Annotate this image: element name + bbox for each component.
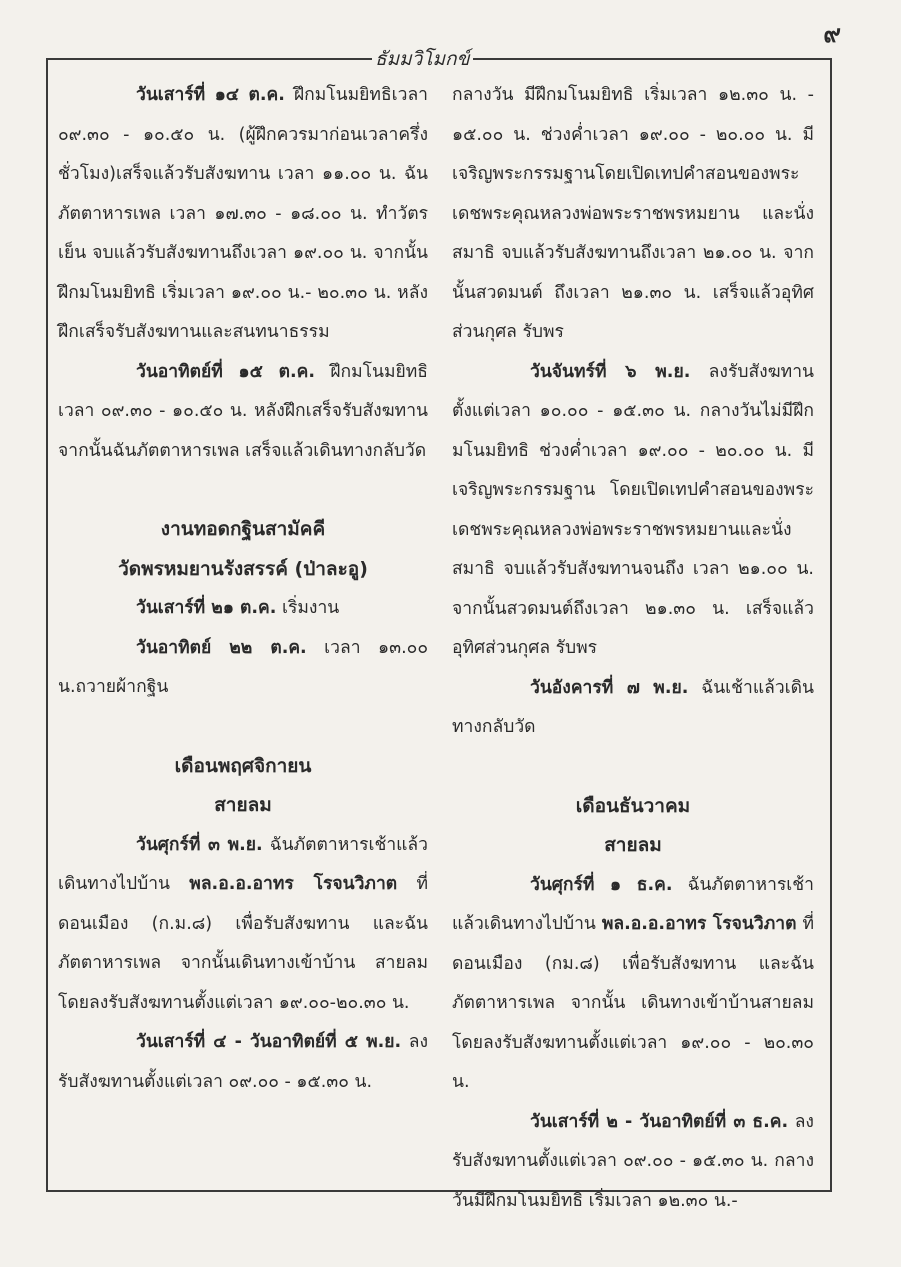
date-label: วันเสาร์ที่ ๒๑ ต.ค.: [136, 598, 277, 618]
spacer: [452, 748, 814, 787]
header-title: ธัมมวิโมกข์: [372, 44, 473, 74]
paragraph-text: ฉันเช้าแล้วเดินทางกลับวัด: [452, 677, 814, 737]
section-subtitle-place: สายลม: [214, 794, 272, 816]
section-subtitle-place: สายลม: [604, 834, 662, 856]
paragraph-text: ลงรับสังฆทานตั้งแต่เวลา ๐๙.๐๐ - ๑๕.๓๐ น. กลางวันมีฝึกมโนมยิทธิ เริ่มเวลา ๑๒.๓๐ น.-: [452, 1111, 814, 1211]
date-label: วันอาทิตย์ที่ ๑๕ ต.ค.: [136, 361, 316, 382]
date-label: วันเสาร์ที่ ๒ - วันอาทิตย์ที่ ๓ ธ.ค.: [530, 1111, 789, 1132]
paragraph-text: ฝึกมโนมยิทธิเวลา ๐๙.๓๐ - ๑๐.๕๐ น. (ผู้ฝึกควรมาก่อนเวลาครึ่งชั่วโมง)เสร็จแล้วรับสังฆทาน เวลา ๑๑.๐๐ น. ฉันภัตตาหารเพล เวลา ๑๗.๓๐ - ๑๘.๐๐ น. ทำวัตรเย็น จบแล้วรับสังฆทานถึงเวลา ๑๙.๐๐ น. จากนั้นฝึกมโนมยิทธิ เริ่มเวลา ๑๙.๐๐ น.- ๒๐.๓๐ น. หลังฝึกเสร็จรับสังฆทานและสนทนาธรรม: [58, 85, 428, 342]
spacer: [58, 471, 428, 510]
paragraph-continued: กลางวัน มีฝึกมโนมยิทธิ เริ่มเวลา ๑๒.๓๐ น. - ๑๕.๐๐ น. ช่วงค่ำเวลา ๑๙.๐๐ - ๒๐.๐๐ น. มีเจริญพระกรรมฐานโดยเปิดเทปคำสอนของพระเดชพระคุณหลวงพ่อพระราชพรหมยาน และนั่งสมาธิ จบแล้วรับสังฆทานถึงเวลา ๒๑.๐๐ น. จากนั้นสวดมนต์ ถึงเวลา ๒๑.๓๐ น. เสร็จแล้วอุทิศส่วนกุศล รับพร: [452, 85, 814, 342]
paragraph-tue-7: [452, 669, 814, 748]
paragraph-sun-22: [58, 629, 428, 708]
date-label: วันศุกร์ที่ ๓ พ.ย.: [136, 834, 263, 855]
paragraph-mon-6: [452, 353, 814, 669]
section-title-kathin: งานทอดกฐินสามัคคี: [160, 518, 326, 540]
date-label: วันเสาร์ที่ ๔ - วันอาทิตย์ที่ ๕ พ.ย.: [136, 1032, 402, 1052]
paragraph-sat-21: [58, 589, 428, 629]
spacer: [58, 708, 428, 747]
date-label: วันอังคารที่ ๗ พ.ย.: [530, 677, 689, 698]
paragraph-fri-1: [452, 866, 814, 1103]
date-label: วันจันทร์ที่ ๖ พ.ย.: [530, 361, 691, 382]
right-column: [452, 76, 814, 1221]
date-label: วันศุกร์ที่ ๑ ธ.ค.: [530, 874, 673, 895]
date-label: วันอาทิตย์ ๒๒ ต.ค.: [136, 637, 307, 658]
date-label: วันเสาร์ที่ ๑๔ ต.ค.: [136, 85, 285, 105]
paragraph-sat-4: [58, 1023, 428, 1102]
paragraph-fri-3: [58, 826, 428, 1024]
paragraph-text: เวลา ๑๓.๐๐ น.ถวายผ้ากฐิน: [58, 637, 429, 697]
left-column: [58, 76, 428, 1102]
paragraph-text: ฝึกมโนมยิทธิ เวลา ๐๙.๓๐ - ๑๐.๕๐ น. หลังฝึกเสร็จรับสังฆทาน จากนั้นฉันภัตตาหารเพล เสร็จแล้วเดินทางกลับวัด: [58, 361, 428, 461]
paragraph-text: ฉันภัตตาหารเช้าแล้ว เดินทางไปบ้าน: [58, 834, 428, 894]
paragraph-text: ที่ดอนเมือง (ก.ม.๘) เพื่อรับสังฆทาน และฉันภัตตาหารเพล จากนั้นเดินทางเข้าบ้าน สายลม โดยลงรับสังฆทานตั้งแต่เวลา ๑๙.๐๐-๒๐.๓๐ น.: [58, 874, 428, 1013]
section-title-december: เดือนธันวาคม: [575, 794, 691, 817]
paragraph-text: ฉันภัตตาหารเช้าแล้วเดินทางไปบ้าน: [452, 874, 814, 934]
paragraph-text: ลงรับสังฆทานตั้งแต่เวลา ๐๙.๐๐ - ๑๕.๓๐ น.: [58, 1032, 428, 1092]
paragraph-sat-14: [58, 76, 428, 353]
paragraph-text: ที่ดอนเมือง (กม.๘) เพื่อรับสังฆทาน และฉันภัตตาหารเพล จากนั้น เดินทางเข้าบ้านสายลม โดยลงรับสังฆทานตั้งแต่เวลา ๑๙.๐๐ - ๒๐.๓๐ น.: [452, 914, 814, 1092]
person-name: พล.อ.อ.อาทร โรจนวิภาต: [189, 874, 398, 894]
page-number: ๙: [823, 20, 841, 48]
paragraph-sun-15: [58, 353, 428, 472]
section-subtitle-temple: วัดพรหมยานรังสรรค์ (ป่าละอู): [118, 557, 368, 580]
section-title-november: เดือนพฤศจิกายน: [174, 754, 312, 777]
person-name: พล.อ.อ.อาทร โรจนวิภาต: [601, 914, 797, 934]
paragraph-text: ลงรับสังฆทาน ตั้งแต่เวลา ๑๐.๐๐ - ๑๕.๓๐ น. กลางวันไม่มีฝึกมโนมยิทธิ ช่วงค่ำเวลา ๑๙.๐๐ - ๒๐.๐๐ น. มีเจริญพระกรรมฐาน โดยเปิดเทปคำสอนของพระเดชพระคุณหลวงพ่อพระราชพรหมยานและนั่งสมาธิ จบแล้วรับสังฆทานจนถึง เวลา ๒๑.๐๐ น. จากนั้นสวดมนต์ถึงเวลา ๒๑.๓๐ น. เสร็จแล้วอุทิศส่วนกุศล รับพร: [452, 361, 814, 658]
paragraph-sat-2: [452, 1103, 814, 1222]
paragraph-text: เริ่มงาน: [276, 598, 340, 618]
